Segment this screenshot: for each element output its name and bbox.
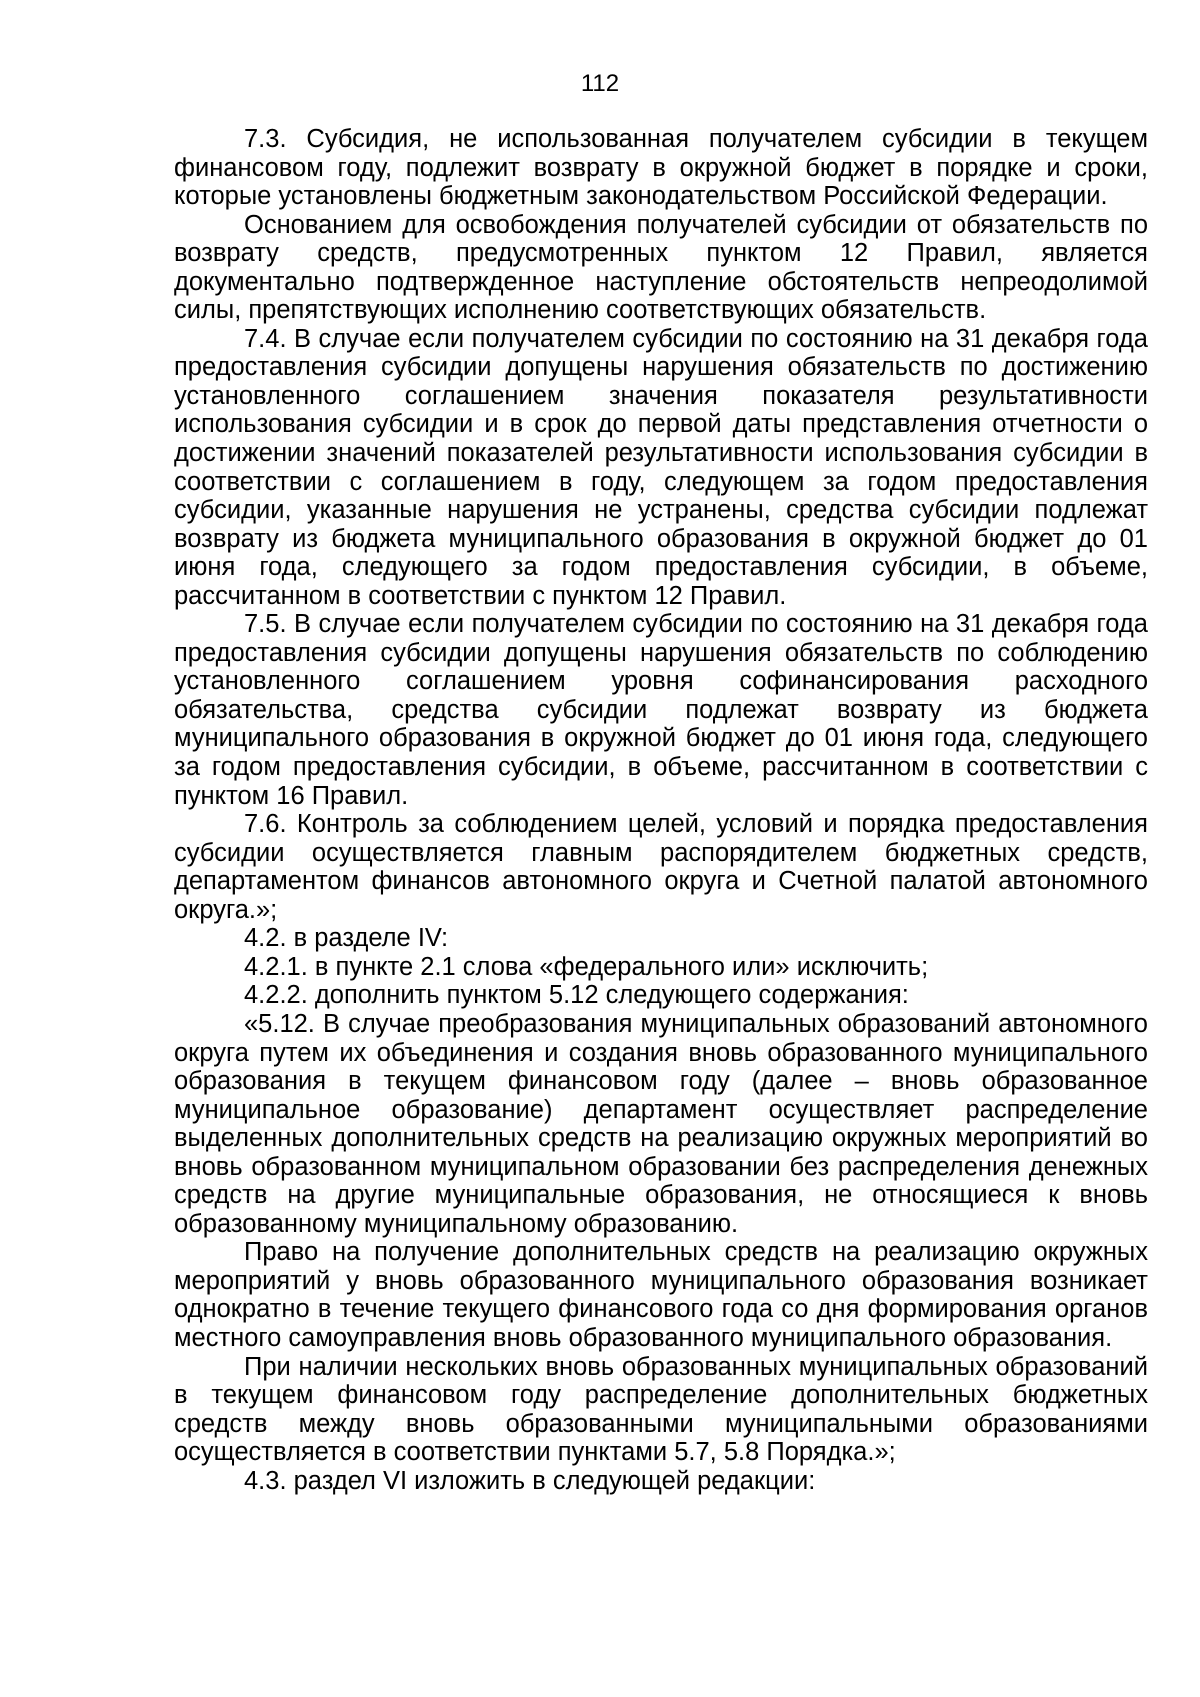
paragraph-4-3: 4.3. раздел VI изложить в следующей редакции: (244, 1466, 816, 1495)
paragraph-4-2-2: 4.2.2. дополнить пунктом 5.12 следующего содержания: (244, 981, 909, 1010)
paragraph-additional-funds-right: Право на получение дополнительных средств на реализацию окружных мероприятий у вновь образованного муниципального образования возникает однократно в течение текущего финансового года со дня формирования органов местного самоуправления вновь образованного муниципального образования. (174, 1238, 1148, 1352)
paragraph-force-majeure: Основанием для освобождения получателей субсидии от обязательств по возврату средств, предусмотренных пунктом 12 Правил, является документально подтвержденное наступление обстоятельств непреодолимой силы, препятствующих исполнению соответствующих обязательств. (174, 210, 1148, 325)
paragraph-7-3: 7.3. Субсидия, не использованная получателем субсидии в текущем финансовом году, подлежит возврату в окружной бюджет в порядке и сроки, которые установлены бюджетным законодательством Российской Федерации. (174, 125, 1148, 211)
paragraph-multiple-municipalities: При наличии нескольких вновь образованных муниципальных образований в текущем финансовом году распределение дополнительных бюджетных средств между вновь образованными муниципальными образованиями осуществляется в соответствии пунктами 5.7, 5.8 Порядка.»; (174, 1352, 1148, 1467)
paragraph-4-2-1: 4.2.1. в пункте 2.1 слова «федерального или» исключить; (244, 952, 929, 981)
document-body (174, 125, 1148, 1495)
paragraph-7-4: 7.4. В случае если получателем субсидии по состоянию на 31 декабря года предоставления субсидии допущены нарушения обязательств по достижению установленного соглашением значения показателя результативности использования субсидии и в срок до первой даты представления отчетности о достижении значений показателей результативности использования субсидии в соответствии с соглашением в году, следующем за годом предоставления субсидии, указанные нарушения не устранены, средства субсидии подлежат возврату из бюджета муниципального образования в окружной бюджет до 01 июня года, следующего за годом предоставления субсидии, в объеме, рассчитанном в соответствии с пунктом 12 Правил. (174, 324, 1148, 610)
paragraph-5-12: «5.12. В случае преобразования муниципальных образований автономного округа путем их объединения и создания вновь образованного муниципального образования в текущем финансовом году (далее – вновь образованное муниципальное образование) департамент осуществляет распределение выделенных дополнительных средств на реализацию окружных мероприятий во вновь образованном муниципальном образовании без распределения денежных средств на другие муниципальные образования, не относящиеся к вновь образованному муниципальному образованию. (174, 1009, 1148, 1238)
page-number: 112 (580, 70, 620, 97)
paragraph-7-6: 7.6. Контроль за соблюдением целей, условий и порядка предоставления субсидии осуществляется главным распорядителем бюджетных средств, департаментом финансов автономного округа и Счетной палатой автономного округа.»; (174, 810, 1148, 924)
paragraph-4-2: 4.2. в разделе IV: (244, 924, 449, 953)
paragraph-7-5: 7.5. В случае если получателем субсидии по состоянию на 31 декабря года предоставления субсидии допущены нарушения обязательств по соблюдению установленного соглашением уровня софинансирования расходного обязательства, средства субсидии подлежат возврату из бюджета муниципального образования в окружной бюджет до 01 июня года, следующего за годом предоставления субсидии, в объеме, рассчитанном в соответствии с пунктом 16 Правил. (174, 610, 1148, 810)
